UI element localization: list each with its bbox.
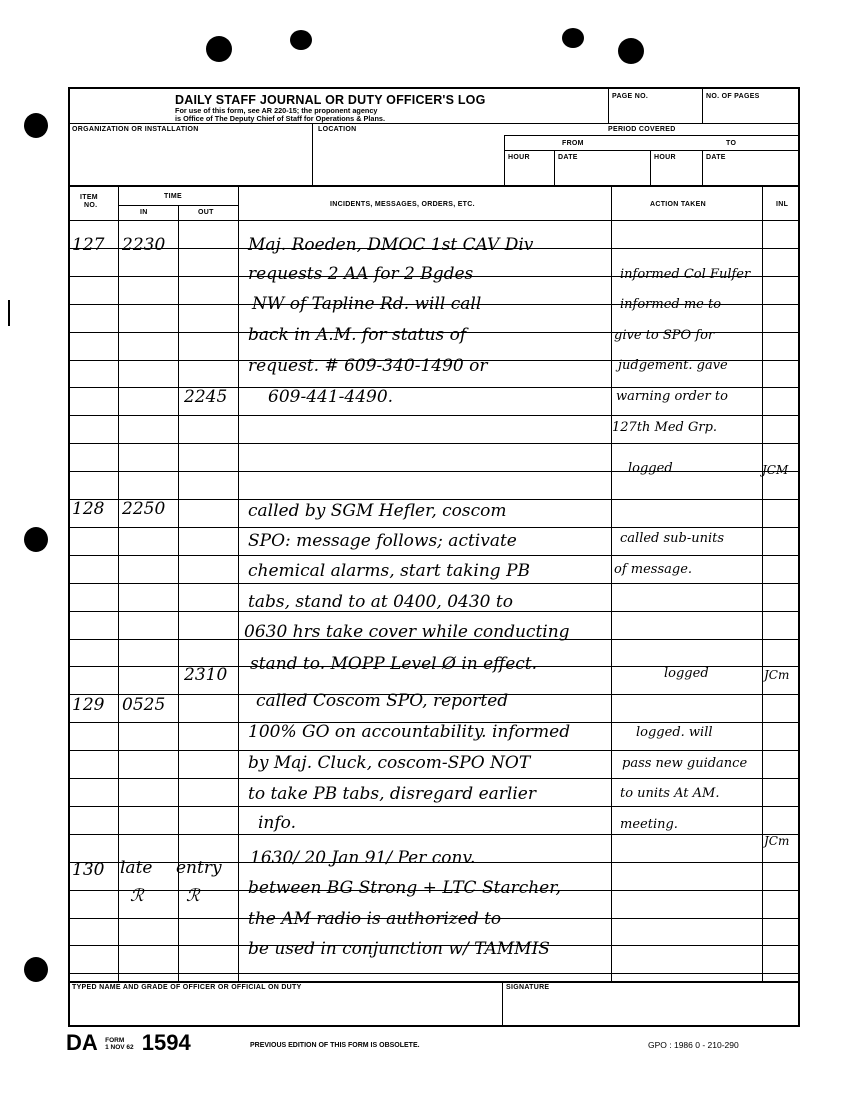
page-no-label: PAGE NO. [612, 93, 649, 100]
action-line: 127th Med Grp. [612, 420, 718, 435]
row-line [70, 834, 800, 835]
action-line: logged. will [636, 725, 713, 740]
incident-line: request. # 609-340-1490 or [248, 356, 488, 376]
incident-line: stand to. MOPP Level Ø in effect. [250, 654, 538, 674]
date-label: DATE [558, 154, 578, 161]
row-line [70, 471, 800, 472]
row-line [70, 555, 800, 556]
time-out: 2310 [184, 665, 228, 685]
period-covered-label: PERIOD COVERED [608, 126, 676, 133]
obsolete-note: PREVIOUS EDITION OF THIS FORM IS OBSOLETE. [250, 1042, 420, 1049]
organization-label: ORGANIZATION OR INSTALLATION [72, 126, 199, 133]
incident-line: 0630 hrs take cover while conducting [244, 622, 570, 642]
hour-label: HOUR [654, 154, 676, 161]
from-label: FROM [562, 140, 584, 147]
time-in: 0525 [122, 695, 166, 715]
time-in: late [120, 858, 153, 878]
incident-line: 1630/ 20 Jan 91/ Per conv. [250, 848, 476, 868]
row-line [70, 750, 800, 751]
initials-label: INL [776, 201, 789, 208]
row-line [70, 778, 800, 779]
incident-line: called Coscom SPO, reported [256, 691, 509, 711]
item-number: 128 [72, 499, 105, 519]
incident-line: NW of Tapline Rd. will call [252, 294, 482, 314]
punch-hole [24, 957, 48, 982]
hour-label: HOUR [508, 154, 530, 161]
action-line: judgement. gave [618, 358, 728, 373]
to-label: TO [726, 140, 737, 147]
action-line: of message. [614, 562, 693, 577]
incident-line: 100% GO on accountability. informed [248, 722, 571, 742]
initials-mark: ℛ [130, 886, 144, 906]
time-in-label: IN [140, 209, 148, 216]
action-line: informed me to [620, 297, 722, 312]
initials: JCm [764, 668, 790, 682]
action-line: informed Col Fulfer [620, 267, 751, 282]
row-line [70, 806, 800, 807]
time-out: 2245 [184, 387, 228, 407]
typed-name-label: TYPED NAME AND GRADE OF OFFICER OR OFFICIAL ON DUTY [72, 984, 302, 991]
row-line [70, 583, 800, 584]
time-out: entry [176, 858, 222, 878]
action-line: warning order to [616, 389, 728, 404]
punch-hole [290, 30, 312, 50]
signature-label: SIGNATURE [506, 984, 550, 991]
item-number: 129 [72, 695, 105, 715]
action-line: logged [664, 666, 709, 681]
action-line: logged [628, 461, 673, 476]
incident-line: tabs, stand to at 0400, 0430 to [248, 592, 513, 612]
form-subtitle: For use of this form, see AR 220-15; the proponent agency [175, 106, 378, 115]
row-line [70, 415, 800, 416]
location-label: LOCATION [318, 126, 357, 133]
date-label: DATE [706, 154, 726, 161]
punch-hole [206, 36, 232, 62]
initials: JCM [762, 463, 789, 477]
form-title: DAILY STAFF JOURNAL OR DUTY OFFICER'S LOG [175, 93, 486, 107]
item-label: ITEM [80, 194, 98, 201]
action-taken-label: ACTION TAKEN [650, 201, 706, 208]
incident-line: be used in conjunction w/ TAMMIS [248, 939, 550, 959]
incident-line: between BG Strong + LTC Starcher, [248, 878, 561, 898]
time-label: TIME [164, 193, 182, 200]
incident-line: requests 2 AA for 2 Bgdes [248, 264, 474, 284]
item-number: 127 [72, 235, 105, 255]
form-id: DA FORM 1 NOV 62 1594 [66, 1030, 191, 1055]
initials-mark: ℛ [186, 886, 200, 906]
row-line [70, 499, 800, 500]
incident-line: SPO: message follows; activate [248, 531, 517, 551]
incident-line: chemical alarms, start taking PB [248, 561, 530, 581]
incident-line: Maj. Roeden, DMOC 1st CAV Div [248, 235, 534, 255]
punch-hole [24, 527, 48, 552]
item-number: 130 [72, 860, 105, 880]
form-subtitle: is Office of The Deputy Chief of Staff for Operations & Plans. [175, 114, 386, 123]
action-line: meeting. [620, 817, 678, 832]
no-of-pages-label: NO. OF PAGES [706, 93, 760, 100]
row-line [70, 443, 800, 444]
time-in: 2230 [122, 235, 166, 255]
incident-line: called by SGM Hefler, coscom [248, 501, 507, 521]
action-line: to units At AM. [620, 786, 720, 801]
item-no-label: NO. [84, 202, 98, 209]
incident-line: info. [258, 813, 297, 833]
margin-mark [8, 300, 10, 326]
incident-line: 609-441-4490. [268, 387, 394, 407]
time-in: 2250 [122, 499, 166, 519]
gpo-code: GPO : 1986 0 - 210-290 [648, 1040, 739, 1050]
incident-line: back in A.M. for status of [248, 325, 467, 345]
incident-line: to take PB tabs, disregard earlier [248, 784, 536, 804]
time-out-label: OUT [198, 209, 214, 216]
initials: JCm [764, 834, 790, 848]
row-line [70, 973, 800, 974]
action-line: pass new guidance [622, 756, 748, 771]
incident-line: the AM radio is authorized to [248, 909, 502, 929]
row-line [70, 527, 800, 528]
incident-line: by Maj. Cluck, coscom-SPO NOT [248, 753, 531, 773]
action-line: called sub-units [620, 531, 725, 546]
punch-hole [562, 28, 584, 48]
punch-hole [24, 113, 48, 138]
punch-hole [618, 38, 644, 64]
incidents-label: INCIDENTS, MESSAGES, ORDERS, ETC. [330, 201, 475, 208]
action-line: give to SPO for [614, 328, 715, 343]
